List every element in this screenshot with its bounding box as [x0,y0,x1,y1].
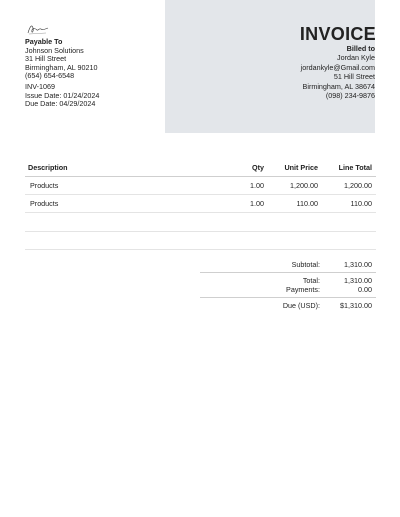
billed-name: Jordan Kyle [337,53,375,63]
billed-phone: (098) 234-9876 [325,91,375,101]
payments-value: 0.00 [358,285,372,294]
issue-date-label: Issue Date: [25,90,62,100]
due-section [200,298,376,313]
billed-street: 51 Hill Street [333,72,375,82]
subtotal-label: Subtotal: [291,260,320,269]
divider [25,231,376,232]
column-header-qty: Qty [230,158,268,177]
payable-name: Johnson Solutions [25,45,84,55]
billed-to-block [301,44,375,100]
payments-row [200,285,376,294]
billed-email: jordankyle@Gmail.com [300,62,375,72]
due-value: $1,310.00 [340,301,372,310]
due-label: Due (USD): [282,301,320,310]
payable-to-block [25,38,97,81]
invoice-number: INV-1069 [25,82,55,91]
total-value: 1,310.00 [344,276,372,285]
invoice-title: INVOICE [299,24,376,44]
subtotal-section [200,257,376,273]
payable-street: 31 Hill Street [25,54,67,64]
row-qty: 1.00 [230,195,268,213]
issue-date-value: 01/24/2024 [63,90,100,100]
row-unit-price: 110.00 [268,195,322,213]
table-row [25,177,376,195]
due-date-value: 04/29/2024 [59,99,96,109]
subtotal-value: 1,310.00 [344,260,372,269]
column-header-unit-price: Unit Price [268,158,322,177]
billed-city: Birmingham, AL 38674 [302,81,375,91]
invoice-meta [25,83,99,109]
due-date-line [25,100,99,109]
row-unit-price: 1,200.00 [268,177,322,195]
row-description: Products [25,195,230,213]
due-date-label: Due Date: [25,99,58,109]
row-description: Products [25,177,230,195]
due-row [200,301,376,310]
row-line-total: 110.00 [322,195,376,213]
payable-phone: (654) 654-6548 [25,71,75,81]
billed-heading: Billed to [346,44,375,53]
table-header-row [25,158,376,177]
totals-block [200,257,376,313]
divider [25,249,376,250]
line-items-table [25,158,376,213]
signature-icon [26,22,50,36]
payable-heading: Payable To [25,37,63,46]
table-row [25,195,376,213]
row-qty: 1.00 [230,177,268,195]
column-header-description: Description [25,158,230,177]
payments-label: Payments: [286,285,320,294]
row-line-total: 1,200.00 [322,177,376,195]
total-section [200,273,376,298]
total-row [200,276,376,285]
payable-city: Birmingham, AL 90210 [25,62,98,72]
total-label: Total: [302,276,320,285]
subtotal-row [200,260,376,269]
column-header-line-total: Line Total [322,158,376,177]
